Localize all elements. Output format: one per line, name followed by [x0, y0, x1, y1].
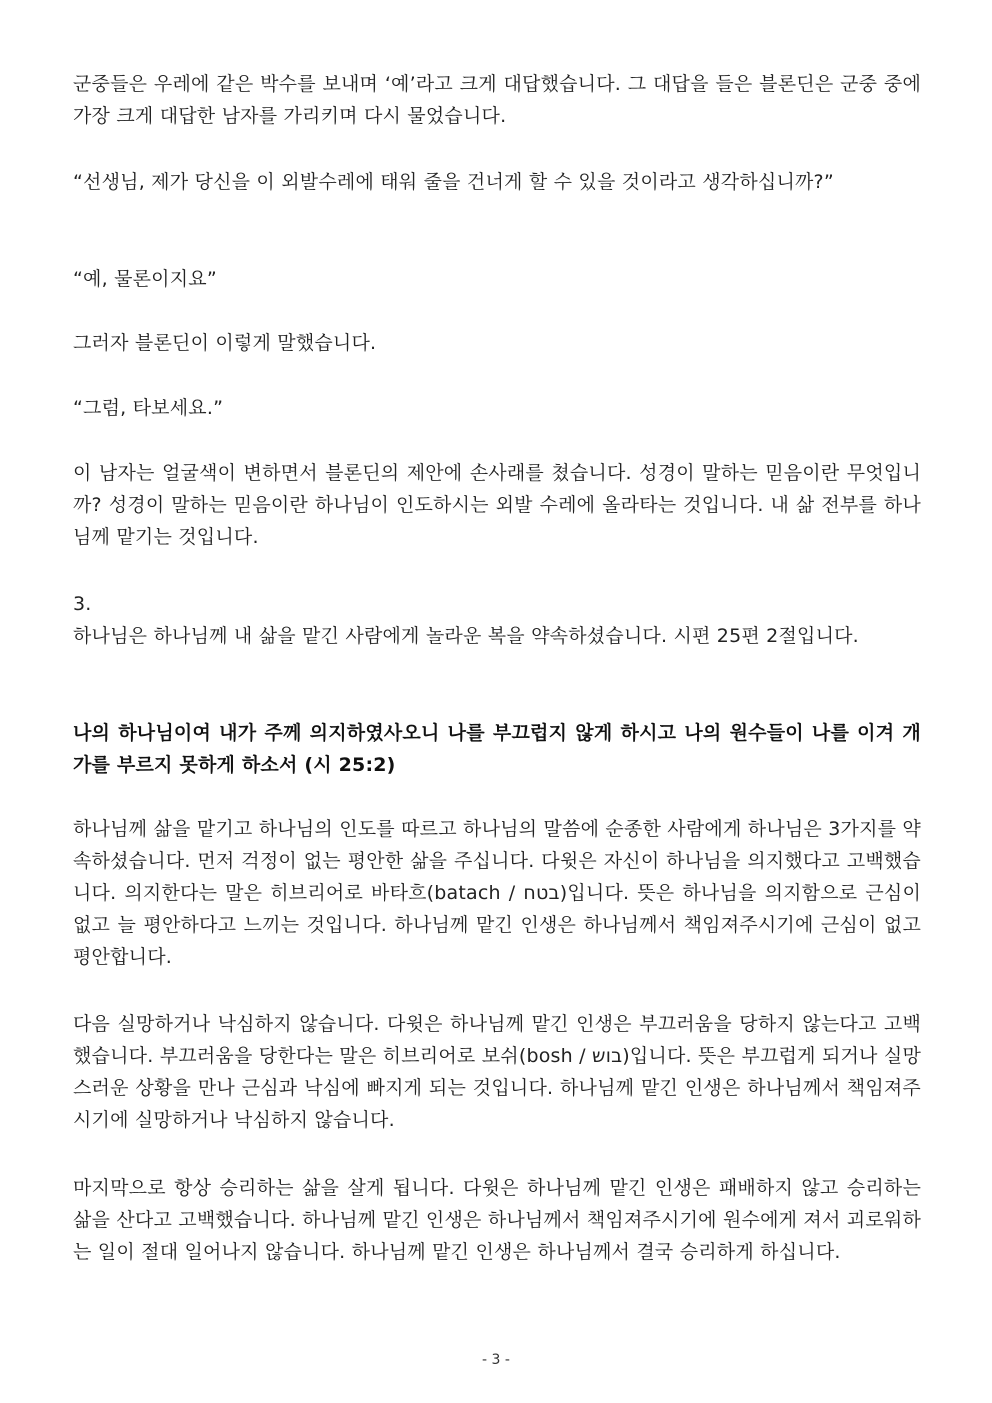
paragraph-blondin-said: 그러자 블론딘이 이렇게 말했습니다.: [73, 332, 377, 354]
section-number: 3.: [73, 593, 92, 615]
paragraph-first-promise: 하나님께 삶을 맡기고 하나님의 인도를 따르고 하나님의 말씀에 순종한 사람에게 하나님은 3가지를 약속하셨습니다. 먼저 걱정이 없는 평안한 삶을 주십니다. 다윗은 자신이 하나님을 의지했다고 고백했습니다. 의지한다는 말은 히브리어로 바타흐(batach / בטח)입니다. 뜻은 하나님을 의지함으로 근심이 없고 늘 평안하다고 느끼는 것입니다. 하나님께 맡긴 인생은 하나님께서 책임져주시기에 근심이 없고 평안합니다.: [73, 818, 922, 968]
paragraph-promise-intro: 하나님은 하나님께 내 삶을 맡긴 사람에게 놀라운 복을 약속하셨습니다. 시편 25편 2절입니다.: [73, 625, 859, 647]
paragraph-faith-meaning: 이 남자는 얼굴색이 변하면서 블론딘의 제안에 손사래를 쳤습니다. 성경이 말하는 믿음이란 무엇입니까? 성경이 말하는 믿음이란 하나님이 인도하시는 외발 수레에 올라타는 것입니다. 내 삶 전부를 하나님께 맡기는 것입니다.: [73, 462, 921, 548]
paragraph-third-promise: 마지막으로 항상 승리하는 삶을 살게 됩니다. 다윗은 하나님께 맡긴 인생은 패배하지 않고 승리하는 삶을 산다고 고백했습니다. 하나님께 맡긴 인생은 하나님께서 책임져주시기에 원수에게 져서 괴로워하는 일이 절대 일어나지 않습니다. 하나님께 맡긴 인생은 하나님께서 결국 승리하게 하십니다.: [73, 1177, 921, 1263]
paragraph-second-promise: 다음 실망하거나 낙심하지 않습니다. 다윗은 하나님께 맡긴 인생은 부끄러움을 당하지 않는다고 고백했습니다. 부끄러움을 당한다는 말은 히브리어로 보쉬(bosh / בוש)입니다. 뜻은 부끄럽게 되거나 실망스러운 상황을 만나 근심과 낙심에 빠지게 되는 것입니다. 하나님께 맡긴 인생은 하나님께서 책임져주시기에 실망하거나 낙심하지 않습니다.: [73, 1013, 921, 1131]
paragraph-man-answer: “예, 물론이지요”: [73, 268, 217, 290]
scripture-verse: 나의 하나님이여 내가 주께 의지하였사오니 나를 부끄럽지 않게 하시고 나의 원수들이 나를 이겨 개가를 부르지 못하게 하소서 (시 25:2): [73, 722, 921, 776]
paragraph-get-in: “그럼, 타보세요.”: [73, 397, 224, 419]
paragraph-crowd-answer: 군중들은 우레에 같은 박수를 보내며 ‘예’라고 크게 대답했습니다. 그 대답을 들은 블론딘은 군중 중에 가장 크게 대답한 남자를 가리키며 다시 물었습니다.: [73, 73, 921, 127]
paragraph-blondin-question: “선생님, 제가 당신을 이 외발수레에 태워 줄을 건너게 할 수 있을 것이라고 생각하십니까?”: [73, 171, 834, 193]
page-number: - 3 -: [482, 1352, 510, 1368]
